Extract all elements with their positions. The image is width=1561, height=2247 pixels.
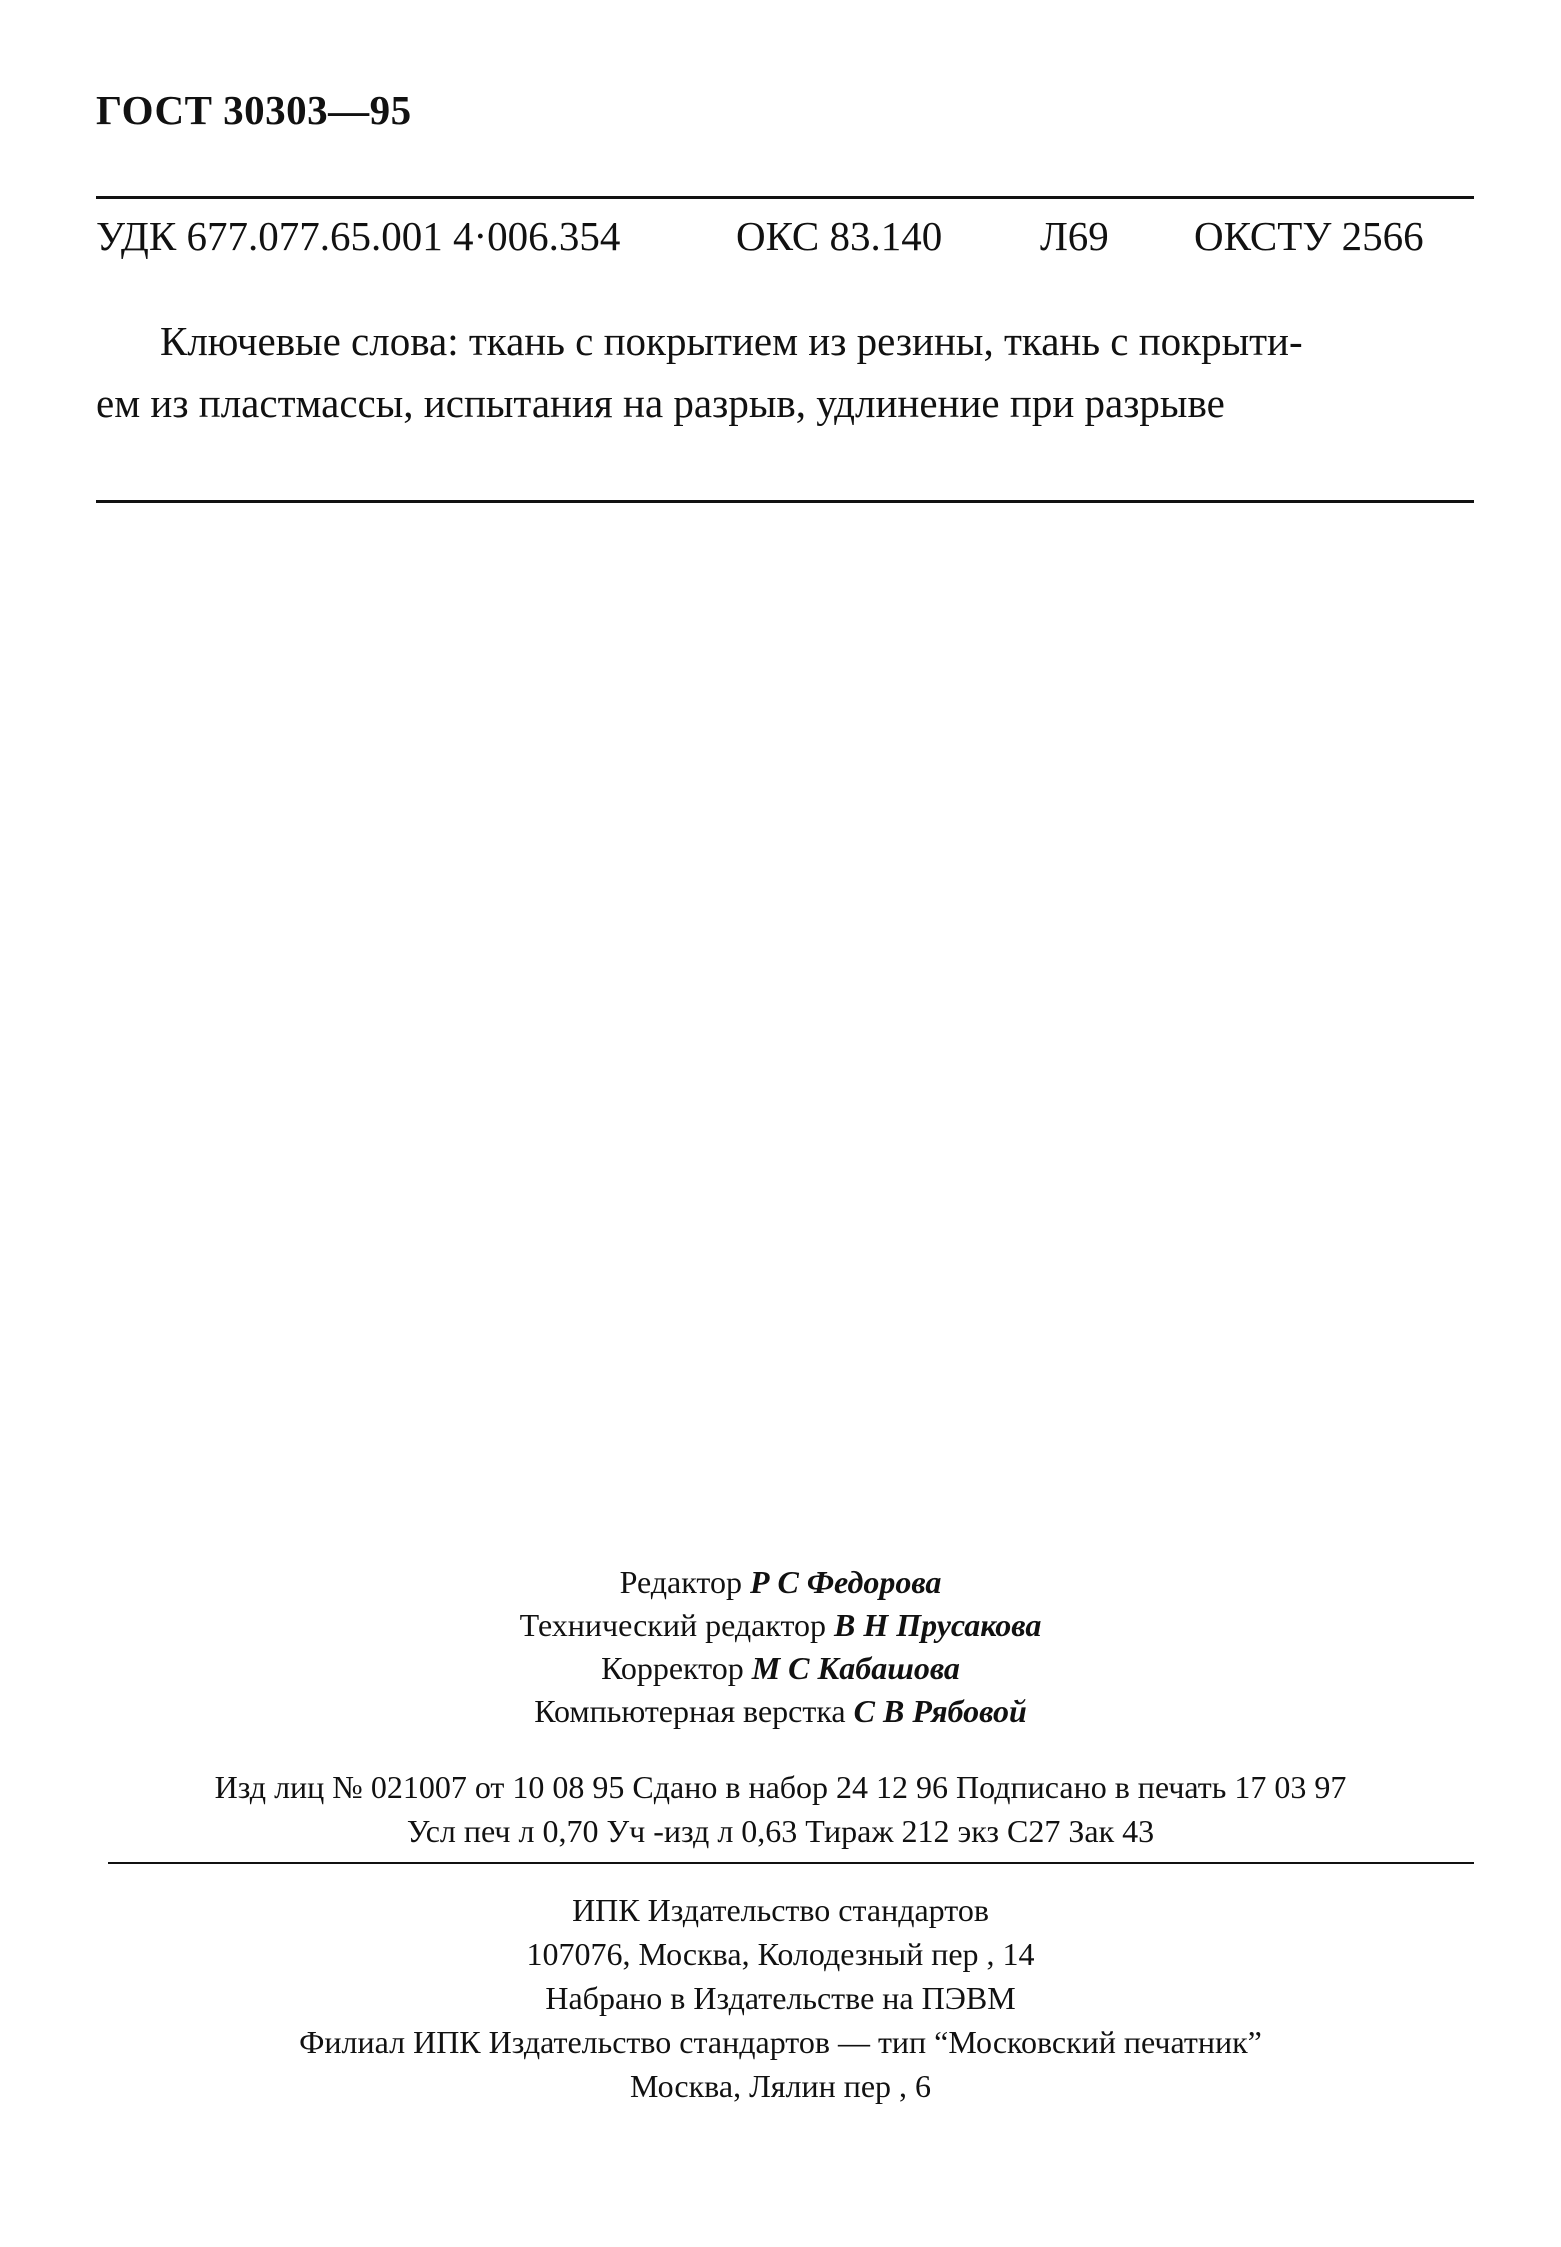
credit-name: Р С Федорова <box>749 1564 942 1600</box>
publication-line: Изд лиц № 021007 от 10 08 95 Сдано в набор 24 12 96 Подписано в печать 17 03 97 <box>214 1769 1347 1805</box>
standard-code: ГОСТ 30303—95 <box>96 87 412 133</box>
credit-proofreader <box>0 1647 1561 1690</box>
udk-code: УДК 677.077.65.001 4·006.354 <box>96 213 621 259</box>
group-code: Л69 <box>1040 213 1109 259</box>
publication-line: Усл печ л 0,70 Уч -изд л 0,63 Тираж 212 экз С27 Зак 43 <box>406 1813 1155 1849</box>
imprint-line: Москва, Лялин пер , 6 <box>629 2068 932 2104</box>
credits-block <box>0 1561 1561 1733</box>
publication-details <box>0 1765 1561 1853</box>
imprint-block <box>0 1888 1561 2108</box>
credit-name: М С Кабашова <box>751 1650 960 1686</box>
imprint-line: 107076, Москва, Колодезный пер , 14 <box>526 1936 1035 1972</box>
keywords-line: ем из пластмассы, испытания на разрыв, удлинение при разрыве <box>96 380 1225 426</box>
credit-editor <box>0 1561 1561 1604</box>
credit-name: В Н Прусакова <box>834 1607 1042 1643</box>
credit-layout <box>0 1690 1561 1733</box>
credit-role: Редактор <box>619 1564 742 1600</box>
bottom-divider <box>108 1862 1474 1864</box>
imprint-line: Набрано в Издательстве на ПЭВМ <box>545 1980 1016 2016</box>
credit-tech-editor <box>0 1604 1561 1647</box>
top-divider <box>96 196 1474 199</box>
keywords-paragraph <box>96 310 1474 434</box>
classification-row <box>96 212 1474 272</box>
okstu-code: ОКСТУ 2566 <box>1194 213 1424 259</box>
credit-name: С В Рябовой <box>853 1693 1027 1729</box>
keywords-line: Ключевые слова: ткань с покрытием из резины, ткань с покрыти- <box>160 318 1303 364</box>
credit-role: Технический редактор <box>519 1607 827 1643</box>
credit-role: Корректор <box>601 1650 744 1686</box>
middle-divider <box>96 500 1474 503</box>
imprint-line: Филиал ИПК Издательство стандартов — тип “Московский печатник” <box>299 2024 1262 2060</box>
credit-role: Компьютерная верстка <box>534 1693 846 1729</box>
oks-code: ОКС 83.140 <box>736 213 943 259</box>
imprint-line: ИПК Издательство стандартов <box>572 1892 989 1928</box>
